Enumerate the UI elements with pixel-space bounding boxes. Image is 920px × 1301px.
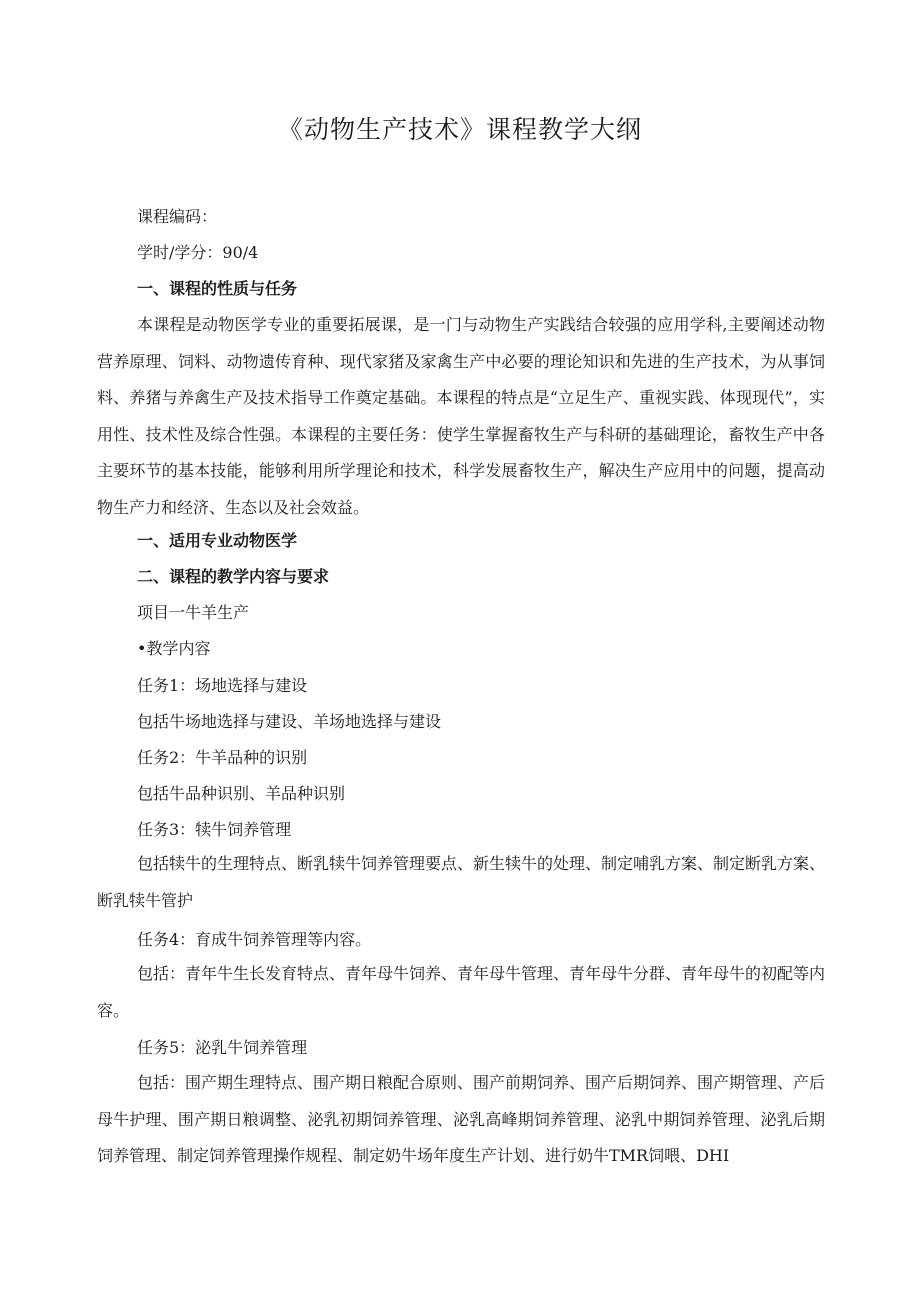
task-4-description: 包括：青年牛生长发育特点、青年母牛饲养、青年母牛管理、青年母牛分群、青年母牛的初配等内容。 <box>97 964 826 1020</box>
project-title: 项目一牛羊生产 <box>137 603 250 622</box>
task-1-title: 任务1：场地选择与建设 <box>137 676 308 695</box>
task-5-description: 包括：围产期生理特点、围产期日粮配合原则、围产前期饲养、围产后期饲养、围产期管理、产后母牛护理、围产期日粮调整、泌乳初期饲养管理、泌乳高峰期饲养管理、泌乳中期饲养管理、泌乳后期饲养管理、制定饲养管理操作规程、制定奶牛场年度生产计划、进行奶牛TMR饲喂、DHI <box>97 1073 826 1165</box>
task-2-description: 包括牛品种识别、羊品种识别 <box>137 784 346 803</box>
task-3-title: 任务3：犊牛饲养管理 <box>137 820 292 839</box>
section-heading-nature-tasks: 一、课程的性质与任务 <box>137 279 298 298</box>
section-heading-applicable-major: 一、适用专业动物医学 <box>137 531 298 550</box>
document-title: 《动物生产技术》课程教学大纲 <box>277 115 642 144</box>
section-heading-content-requirements: 二、课程的教学内容与要求 <box>137 567 330 586</box>
hours-credits: 学时/学分：90/4 <box>137 243 259 262</box>
section-paragraph-nature-tasks: 本课程是动物医学专业的重要拓展课，是一门与动物生产实践结合较强的应用学科,主要阐述动物营养原理、饲料、动物遗传育种、现代家猪及家禽生产中必要的理论知识和先进的生产技术，为从事饲料、养猪与养禽生产及技术指导工作奠定基础。本课程的特点是“立足生产、重视实践、体现现代”，实用性、技术性及综合性强。本课程的主要任务：使学生掌握畜牧生产与科研的基础理论，畜牧生产中各主要环节的基本技能，能够利用所学理论和技术，科学发展畜牧生产，解决生产应用中的问题，提高动物生产力和经济、生态以及社会效益。 <box>97 315 825 517</box>
teaching-content-label: •教学内容 <box>137 639 211 658</box>
task-4-title: 任务4：育成牛饲养管理等内容。 <box>137 930 372 949</box>
task-3-description: 包括犊牛的生理特点、断乳犊牛饲养管理要点、新生犊牛的处理、制定哺乳方案、制定断乳方案、断乳犊牛管护 <box>97 854 826 910</box>
task-5-title: 任务5：泌乳牛饲养管理 <box>137 1038 308 1057</box>
course-code-label: 课程编码： <box>137 207 218 226</box>
task-1-description: 包括牛场地选择与建设、羊场地选择与建设 <box>137 712 442 731</box>
task-2-title: 任务2：牛羊品种的识别 <box>137 748 308 767</box>
